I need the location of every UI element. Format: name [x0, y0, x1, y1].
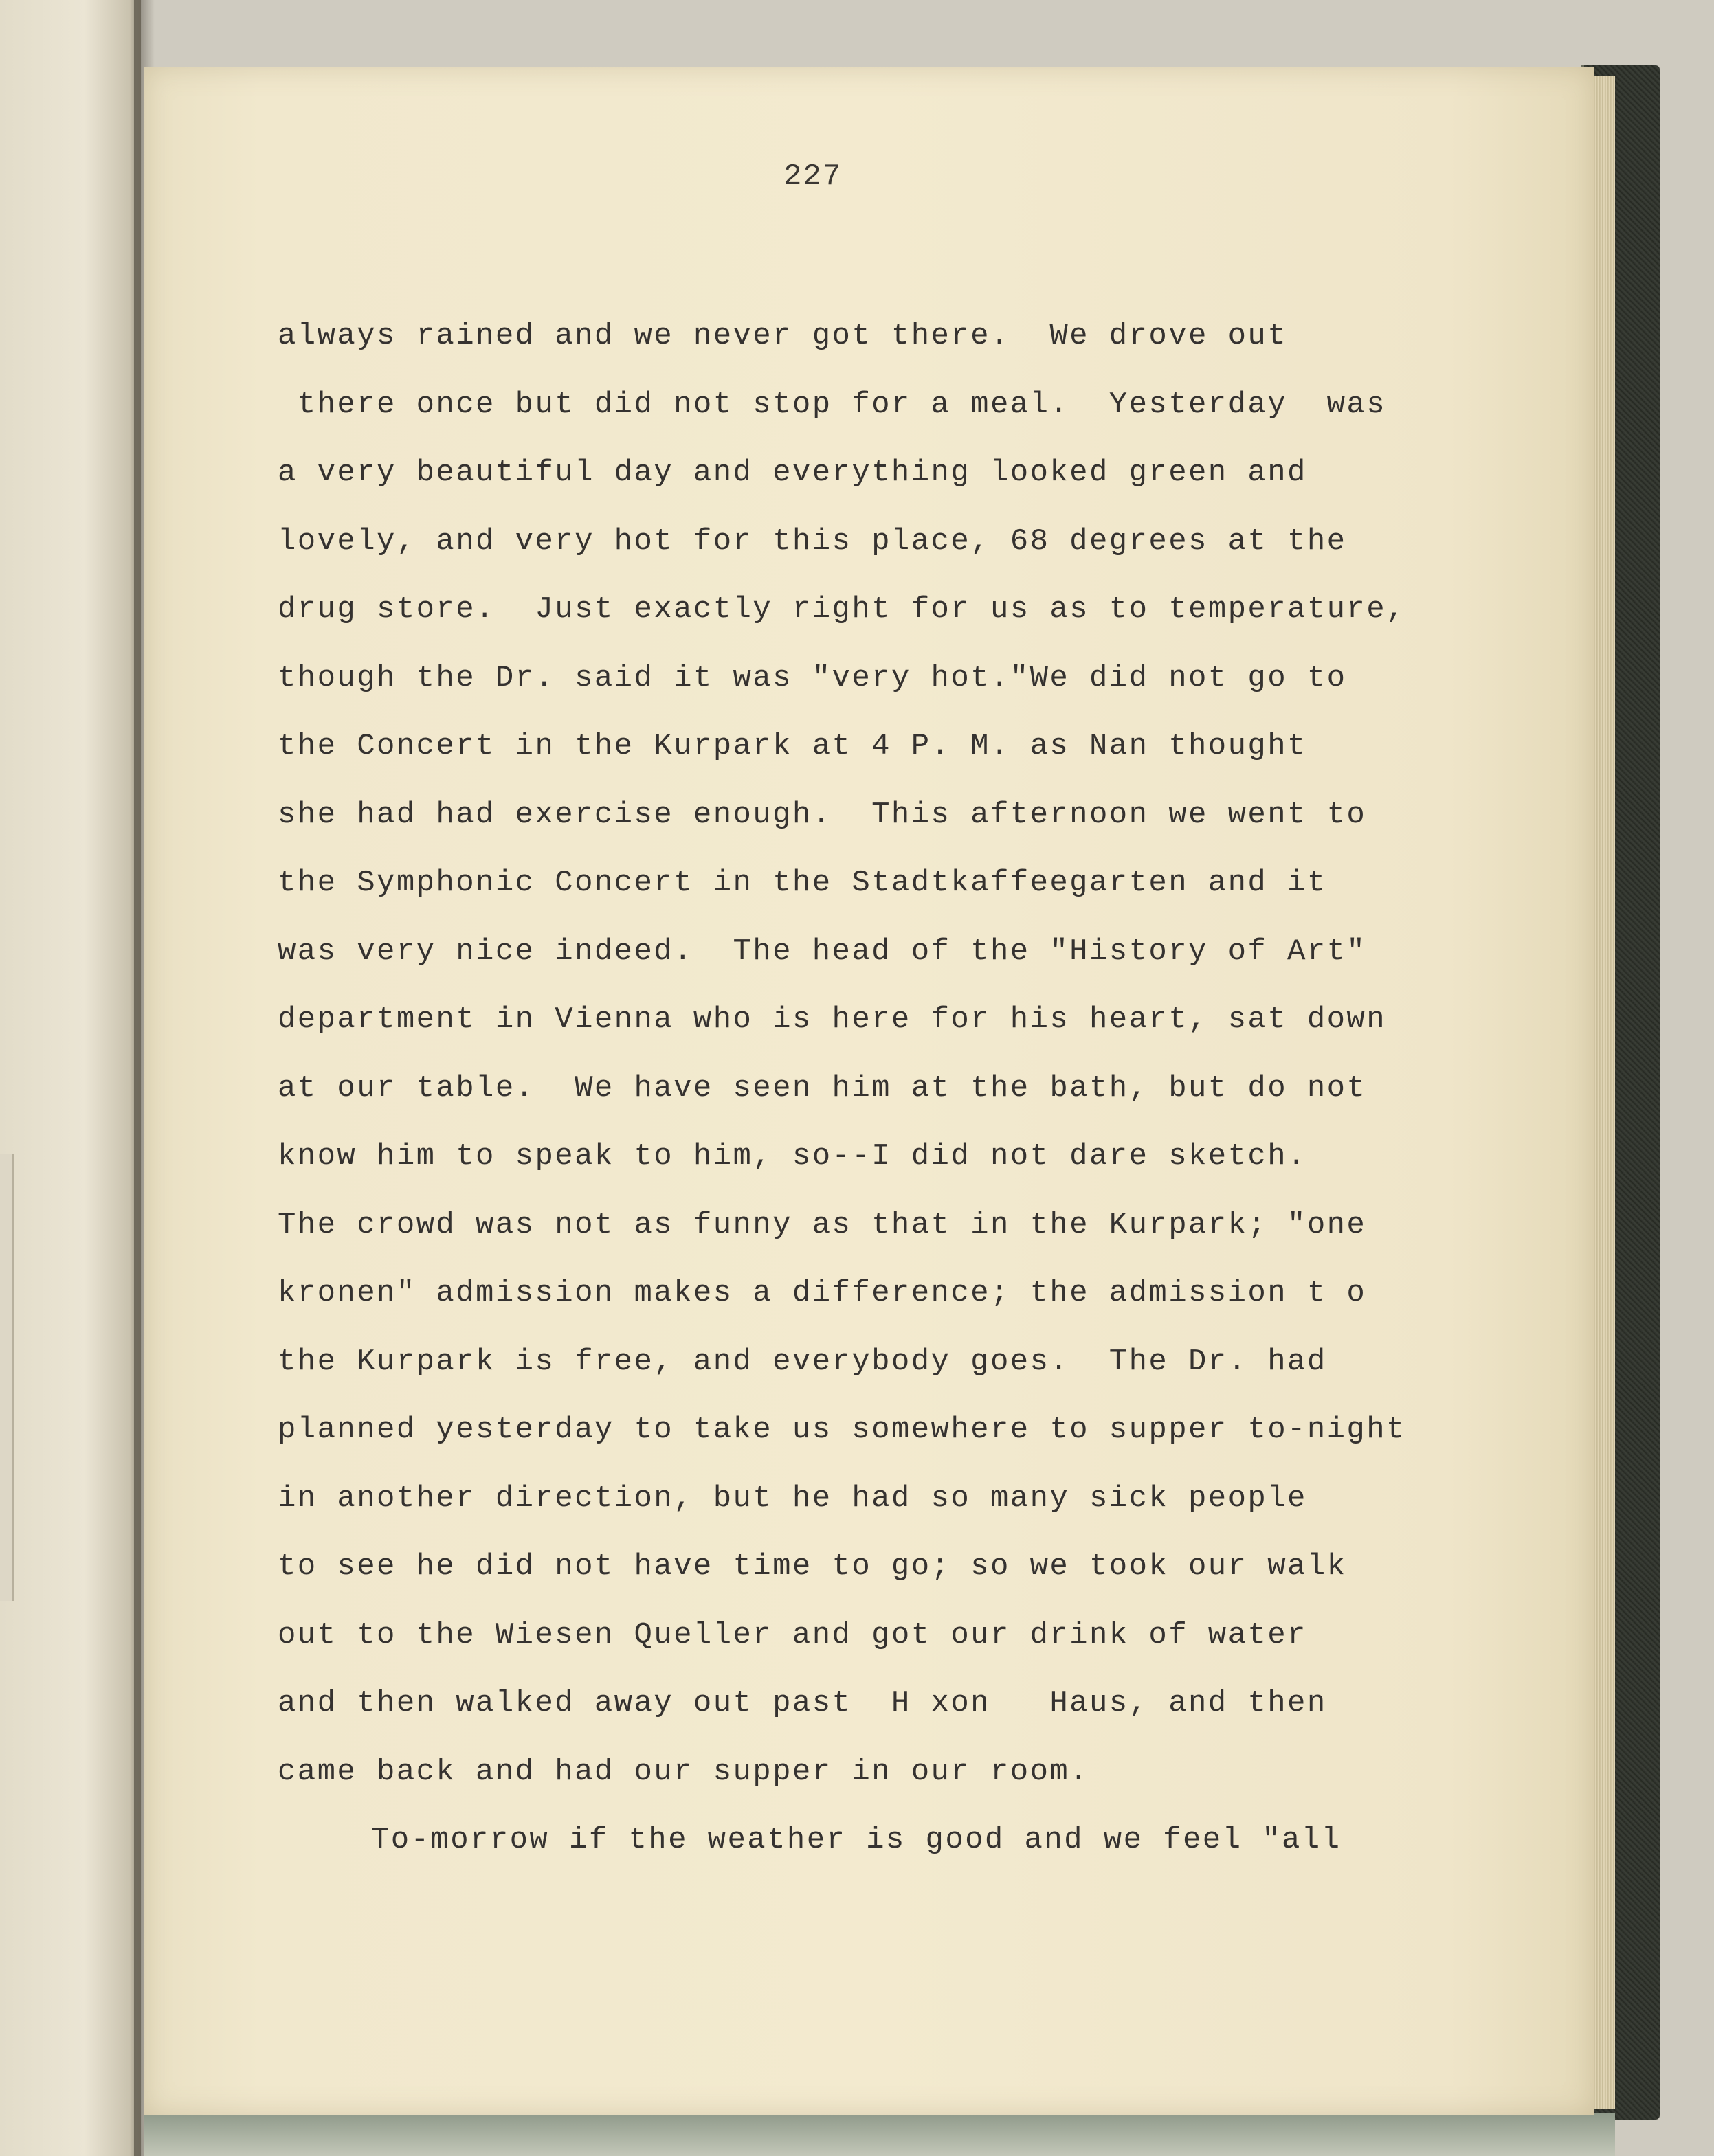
facing-page — [0, 0, 141, 2156]
text-line: though the Dr. said it was "very hot."We did not go to — [278, 660, 1347, 695]
text-line: lovely, and very hot for this place, 68 degrees at the — [278, 524, 1347, 559]
text-line: drug store. Just exactly right for us as to temperature, — [278, 592, 1406, 627]
facing-page-insert — [0, 1154, 14, 1601]
text-line: the Kurpark is free, and everybody goes. The Dr. had — [278, 1344, 1327, 1379]
text-line: at our table. We have seen him at the bath, but do not — [278, 1070, 1367, 1105]
text-line: The crowd was not as funny as that in the Kurpark; "one — [278, 1207, 1367, 1242]
text-line: out to the Wiesen Queller and got our drink of water — [278, 1617, 1307, 1652]
text-line: she had had exercise enough. This afternoon we went to — [278, 797, 1367, 832]
text-line: was very nice indeed. The head of the "History of Art" — [278, 934, 1367, 969]
text-line: always rained and we never got there. We drove out — [278, 319, 1288, 353]
text-line: came back and had our supper in our room. — [278, 1754, 1089, 1789]
text-line: in another direction, but he had so many sick people — [278, 1481, 1307, 1516]
page-edges — [1594, 76, 1615, 2109]
text-line: planned yesterday to take us somewhere to supper to-night — [278, 1413, 1406, 1447]
text-line: kronen" admission makes a difference; the admission t o — [278, 1276, 1367, 1310]
text-line: there once but did not stop for a meal. Yesterday was — [278, 387, 1387, 422]
page-number: 227 — [783, 159, 843, 194]
text-line: and then walked away out past H xon Haus, and then — [278, 1686, 1327, 1720]
text-line: to see he did not have time to go; so we took our walk — [278, 1549, 1347, 1584]
text-line: department in Vienna who is here for his heart, sat down — [278, 1002, 1387, 1037]
text-line: a very beautiful day and everything looked green and — [278, 456, 1307, 490]
paragraph-start-line: To-morrow if the weather is good and we feel "all — [371, 1823, 1342, 1857]
text-line: the Symphonic Concert in the Stadtkaffeegarten and it — [278, 866, 1327, 900]
body-text — [278, 302, 1460, 1875]
text-line: know him to speak to him, so--I did not dare sketch. — [278, 1139, 1307, 1174]
text-line: the Concert in the Kurpark at 4 P. M. as Nan thought — [278, 729, 1307, 763]
bottom-edge — [144, 2113, 1615, 2156]
